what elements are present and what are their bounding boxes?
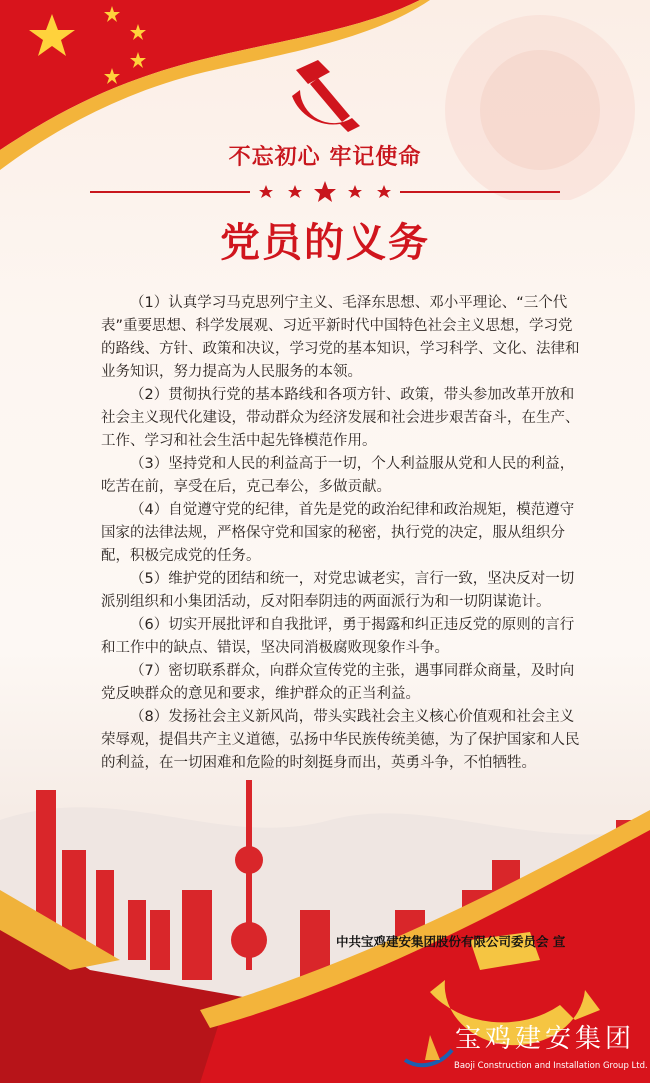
duty-item: （3）坚持党和人民的利益高于一切，个人利益服从党和人民的利益，吃苦在前，享受在后，克己奉公，多做贡献。 (101, 456, 575, 495)
page-title: 党员的义务 (220, 220, 430, 266)
hammer-sickle-icon (292, 60, 360, 132)
duty-item: （2）贯彻执行党的基本路线和各项方针、政策，带头参加改革开放和社会主义现代化建设，带动群众为经济发展和社会进步艰苦奋斗，在生产、工作、学习和社会生活中起先锋模范作用。 (101, 387, 580, 449)
duty-item: （7）密切联系群众，向群众宣传党的主张，遇事同群众商量，及时向党反映群众的意见和要求，维护群众的正当利益。 (101, 663, 575, 702)
duty-item: （6）切实开展批评和自我批评，勇于揭露和纠正违反党的原则的言行和工作中的缺点、错误，坚决同消极腐败现象作斗争。 (101, 617, 575, 656)
brand-name-en: Baoji Construction and Installation Group Ltd. (454, 1061, 648, 1071)
duty-item: （4）自觉遵守党的纪律，首先是党的政治纪律和政治规矩，模范遵守国家的法律法规，严格保守党和国家的秘密，执行党的决定，服从组织分配，积极完成党的任务。 (101, 502, 575, 564)
issuer-text: 中共宝鸡建安集团股份有限公司委员会 宣 (336, 934, 566, 949)
duty-item: （8）发扬社会主义新风尚，带头实践社会主义核心价值观和社会主义荣辱观，提倡共产主义道德，弘扬中华民族传统美德，为了保护国家和人民的利益，在一切困难和危险的时刻挺身而出，英勇斗争，不怕牺牲。 (101, 709, 580, 771)
duty-item: （5）维护党的团结和统一，对党忠诚老实，言行一致，坚决反对一切派别组织和小集团活动，反对阳奉阴违的两面派行为和一切阴谋诡计。 (101, 571, 575, 610)
brand-name-cn: 宝鸡建安集团 (455, 1024, 636, 1054)
star-divider (0, 180, 650, 204)
slogan: 不忘初心 牢记使命 (228, 145, 422, 170)
duties-list (101, 292, 583, 775)
duty-item: （1）认真学习马克思列宁主义、毛泽东思想、邓小平理论、“三个代表”重要思想、科学发展观、习近平新时代中国特色社会主义思想，学习党的路线、方针、政策和决议，学习党的基本知识，学习科学、文化、法律和业务知识，努力提高为人民服务的本领。 (101, 295, 580, 380)
